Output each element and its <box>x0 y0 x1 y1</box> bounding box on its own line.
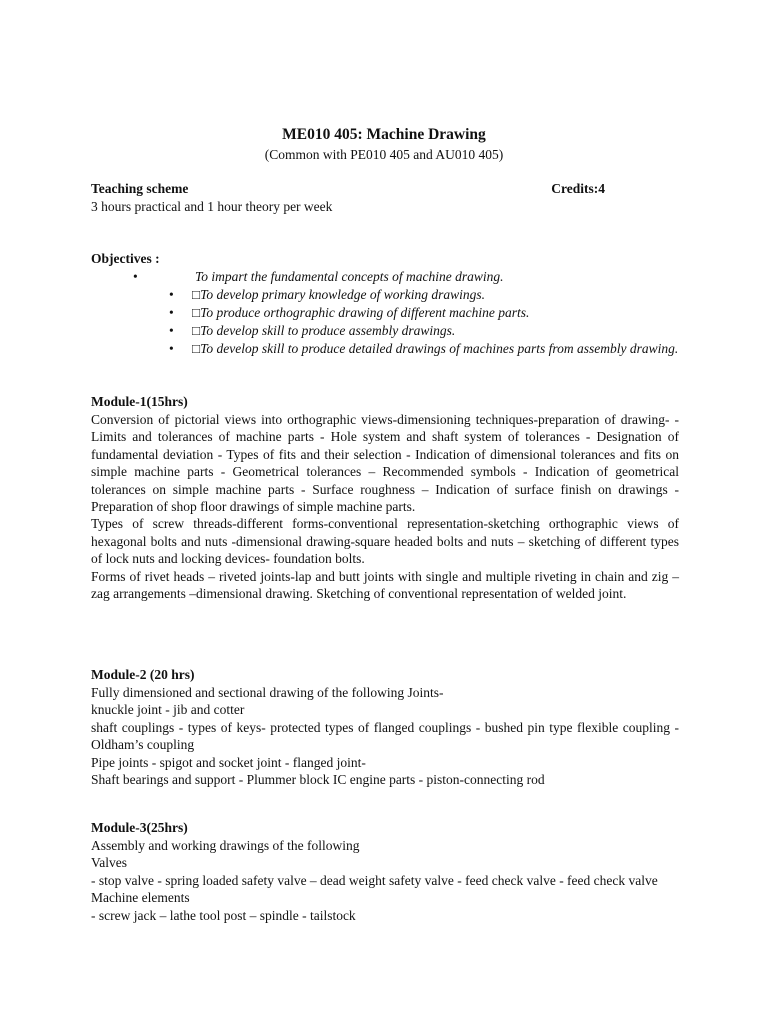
module-3-line: Valves <box>91 855 127 871</box>
bullet-icon: • <box>169 341 174 356</box>
module-3-line: - screw jack – lathe tool post – spindle - tailstock <box>91 907 356 923</box>
module-1-paragraph: Conversion of pictorial views into orthographic views-dimensioning techniques-preparation of drawing- - Limits and tolerances of machine parts - Hole system and shaft system of tolerances - Designation of fundamental deviation - Types of fits and their selection - Indication of dimensional tolerances and fits on simple machine parts - Geometrical tolerances – Recommended symbols - Indication of geometrical tolerances on simple machine parts - Surface roughness – Indication of surface finish on drawings - Preparation of shop floor drawings of simple machine parts. <box>91 412 679 515</box>
objective-item <box>91 286 681 304</box>
course-subtitle: (Common with PE010 405 and AU010 405) <box>264 147 504 162</box>
objective-text: □To produce orthographic drawing of different machine parts. <box>192 305 530 320</box>
module-3-line: Machine elements <box>91 890 190 906</box>
module-3-heading: Module-3(25hrs) <box>91 820 188 835</box>
bullet-icon: • <box>169 287 174 302</box>
bullet-icon: • <box>133 269 138 284</box>
objectives-heading: Objectives : <box>91 251 160 266</box>
objective-text: □To develop primary knowledge of working drawings. <box>192 287 486 302</box>
credits-label: Credits:4 <box>551 181 605 196</box>
objective-text: To impart the fundamental concepts of machine drawing. <box>195 269 504 284</box>
module-3-content <box>91 837 679 924</box>
module-1-heading: Module-1(15hrs) <box>91 394 188 409</box>
module-3-line: - stop valve - spring loaded safety valve – dead weight safety valve - feed check valve - feed check valve <box>91 872 658 888</box>
module-2-line: Pipe joints - spigot and socket joint - flanged joint- <box>91 754 366 770</box>
teaching-scheme-label: Teaching scheme <box>91 181 189 196</box>
course-title: ME010 405: Machine Drawing <box>282 126 486 143</box>
scheme-header-row <box>91 181 605 197</box>
objectives-list <box>91 268 681 358</box>
module-3-line: Assembly and working drawings of the following <box>91 838 360 853</box>
objective-item <box>91 268 681 286</box>
module-1-content <box>91 411 679 602</box>
module-1-paragraph: Types of screw threads-different forms-conventional representation-sketching orthographic views of hexagonal bolts and nuts -dimensional drawing-square headed bolts and nuts – sketching of different types of lock nuts and locking devices- foundation bolts. <box>91 516 679 567</box>
objective-item <box>91 340 681 358</box>
objective-item <box>91 304 681 322</box>
module-2-heading: Module-2 (20 hrs) <box>91 667 195 682</box>
module-2-line: Shaft bearings and support - Plummer block IC engine parts - piston-connecting rod <box>91 772 545 788</box>
bullet-icon: • <box>169 305 174 320</box>
module-2-line: shaft couplings - types of keys- protected types of flanged couplings - bushed pin type flexible coupling - Oldham’s coupling <box>91 719 679 753</box>
module-2-line: Fully dimensioned and sectional drawing of the following Joints- <box>91 685 444 700</box>
module-2-line: knuckle joint - jib and cotter <box>91 702 245 718</box>
objective-item <box>91 322 681 340</box>
module-2-content <box>91 684 679 788</box>
bullet-icon: • <box>169 323 174 338</box>
objective-text: □To develop skill to produce assembly drawings. <box>192 323 456 338</box>
objective-text: □To develop skill to produce detailed drawings of machines parts from assembly drawing. <box>192 341 679 356</box>
module-1-paragraph: Forms of rivet heads – riveted joints-lap and butt joints with single and multiple riveting in chain and zig – zag arrangements –dimensional drawing. Sketching of conventional representation of welded joint. <box>91 568 679 602</box>
teaching-hours: 3 hours practical and 1 hour theory per week <box>91 199 333 214</box>
